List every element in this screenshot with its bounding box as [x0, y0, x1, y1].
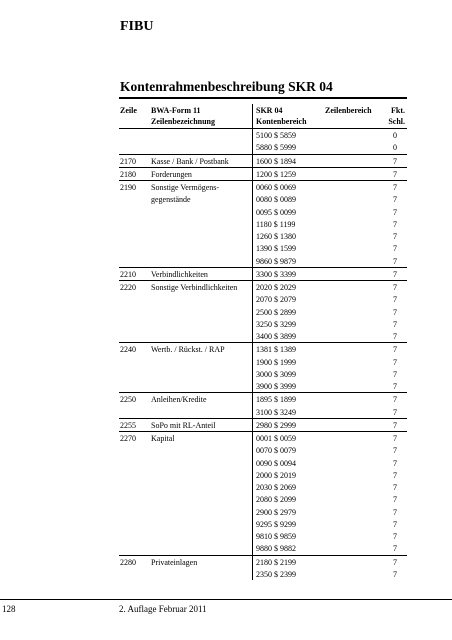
row-kontenbereich: 2180 $ 2199 [256, 557, 296, 567]
row-bezeichnung: gegenstände [151, 195, 191, 205]
row-kontenbereich: 0060 $ 0069 [256, 183, 296, 192]
section-rule [119, 97, 407, 99]
row-kontenbereich: 3900 $ 3999 [256, 382, 296, 391]
row-kontenbereich: 0090 $ 0094 [256, 458, 296, 468]
table-row [119, 280, 407, 293]
table-row [119, 306, 407, 318]
row-kontenbereich: 5100 $ 5859 [256, 131, 296, 140]
row-kontenbereich: 0080 $ 0089 [256, 195, 296, 205]
header-fkt: Fkt. [391, 106, 405, 115]
row-bezeichnung: Kasse / Bank / Postbank [151, 156, 229, 166]
row-schluessel: 7 [393, 407, 397, 417]
row-schluessel: 7 [393, 507, 397, 517]
table-row [119, 481, 407, 493]
table-row [119, 392, 407, 405]
row-kontenbereich: 3400 $ 3899 [256, 332, 296, 341]
table-row [119, 506, 407, 518]
row-schluessel: 7 [393, 295, 397, 305]
row-schluessel: 7 [393, 532, 397, 541]
table-row [119, 206, 407, 218]
row-kontenbereich: 1390 $ 1599 [256, 244, 296, 254]
header-kontenbereich: Kontenbereich [256, 117, 307, 126]
row-schluessel: 7 [393, 369, 397, 379]
header-zeilenbereich: Zeilenbereich [325, 106, 372, 115]
row-kontenbereich: 9880 $ 9882 [256, 544, 296, 554]
table-row [119, 457, 407, 469]
row-schluessel: 7 [393, 169, 397, 179]
row-zeile: 2280 [120, 557, 136, 567]
row-zeile: 2240 [120, 345, 136, 355]
row-schluessel: 7 [393, 307, 397, 317]
table-row [119, 444, 407, 456]
row-kontenbereich: 3100 $ 3249 [256, 407, 296, 417]
row-schluessel: 0 [393, 131, 397, 140]
table-row [119, 129, 407, 141]
row-kontenbereich: 2030 $ 2069 [256, 483, 296, 492]
table-row [119, 356, 407, 368]
row-schluessel: 0 [393, 143, 397, 153]
table-row [119, 555, 407, 568]
table-row [119, 530, 407, 542]
row-kontenbereich: 3000 $ 3099 [256, 369, 296, 379]
row-kontenbereich: 9810 $ 9859 [256, 532, 296, 541]
row-schluessel: 7 [393, 557, 397, 567]
row-kontenbereich: 1180 $ 1199 [256, 219, 296, 229]
row-bezeichnung: SoPo mit RL-Anteil [151, 420, 216, 430]
row-schluessel: 7 [393, 256, 397, 266]
row-kontenbereich: 2980 $ 2999 [256, 420, 296, 430]
row-kontenbereich: 0095 $ 0099 [256, 207, 296, 217]
row-bezeichnung: Sonstige Verbindlichkeiten [151, 283, 238, 292]
row-kontenbereich: 0070 $ 0079 [256, 446, 296, 456]
row-schluessel: 7 [393, 420, 397, 430]
row-kontenbereich: 3300 $ 3399 [256, 269, 296, 279]
row-schluessel: 7 [393, 544, 397, 554]
row-kontenbereich: 1260 $ 1380 [256, 232, 296, 241]
row-kontenbereich: 2500 $ 2899 [256, 307, 296, 317]
table-row [119, 242, 407, 254]
row-kontenbereich: 2900 $ 2979 [256, 507, 296, 517]
row-kontenbereich: 2000 $ 2019 [256, 470, 296, 480]
table-header [119, 104, 407, 129]
table-row [119, 342, 407, 355]
table-row [119, 368, 407, 380]
row-kontenbereich: 9860 $ 9879 [256, 256, 296, 266]
row-zeile: 2190 [120, 183, 136, 192]
account-table [119, 104, 407, 580]
table-row [119, 293, 407, 305]
row-schluessel: 7 [393, 395, 397, 405]
table-row [119, 406, 407, 418]
row-schluessel: 7 [393, 269, 397, 279]
table-row [119, 380, 407, 392]
table-row [119, 330, 407, 342]
row-zeile: 2220 [120, 283, 136, 292]
row-schluessel: 7 [393, 483, 397, 492]
header-zeile: Zeile [120, 106, 137, 115]
row-zeile: 2180 [120, 169, 136, 179]
table-row [119, 431, 407, 444]
table-row [119, 318, 407, 330]
row-schluessel: 7 [393, 219, 397, 229]
row-schluessel: 7 [393, 357, 397, 367]
table-row [119, 180, 407, 193]
table-row [119, 218, 407, 230]
row-schluessel: 7 [393, 569, 397, 579]
table-row [119, 568, 407, 580]
row-kontenbereich: 1900 $ 1999 [256, 357, 296, 367]
table-row [119, 193, 407, 205]
row-zeile: 2255 [120, 420, 136, 430]
row-kontenbereich: 1895 $ 1899 [256, 395, 296, 405]
footer-rule [0, 599, 452, 600]
header-schl: Schl. [388, 117, 405, 126]
table-row [119, 267, 407, 280]
section-title: Kontenrahmenbeschreibung SKR 04 [120, 79, 333, 94]
row-schluessel: 7 [393, 470, 397, 480]
table-row [119, 469, 407, 481]
row-kontenbereich: 5880 $ 5999 [256, 143, 296, 153]
row-schluessel: 7 [393, 345, 397, 355]
table-row [119, 230, 407, 242]
row-schluessel: 7 [393, 183, 397, 192]
row-zeile: 2250 [120, 395, 136, 405]
row-bezeichnung: Anleihen/Kredite [151, 395, 207, 405]
header-skr: SKR 04 [256, 106, 283, 115]
table-row [119, 154, 407, 167]
row-zeile: 2170 [120, 156, 136, 166]
table-row [119, 518, 407, 530]
row-kontenbereich: 2070 $ 2079 [256, 295, 296, 305]
row-schluessel: 7 [393, 283, 397, 292]
row-kontenbereich: 2350 $ 2399 [256, 569, 296, 579]
row-kontenbereich: 1381 $ 1389 [256, 345, 296, 355]
row-schluessel: 7 [393, 244, 397, 254]
table-row [119, 167, 407, 180]
header-bwa-form: BWA-Form 11 [151, 106, 201, 115]
row-bezeichnung: Sonstige Vermögens- [151, 183, 220, 192]
row-schluessel: 7 [393, 332, 397, 341]
header-title: FIBU [120, 19, 154, 34]
table-row [119, 255, 407, 267]
row-schluessel: 7 [393, 319, 397, 329]
row-kontenbereich: 1200 $ 1259 [256, 169, 296, 179]
row-bezeichnung: Wertb. / Rückst. / RAP [151, 345, 225, 355]
row-kontenbereich: 2020 $ 2029 [256, 283, 296, 292]
row-kontenbereich: 2080 $ 2099 [256, 495, 296, 505]
row-schluessel: 7 [393, 434, 397, 443]
row-schluessel: 7 [393, 446, 397, 456]
table-body [119, 129, 407, 580]
row-schluessel: 7 [393, 232, 397, 241]
row-schluessel: 7 [393, 156, 397, 166]
table-row [119, 493, 407, 505]
table-row [119, 542, 407, 554]
row-kontenbereich: 1600 $ 1894 [256, 156, 296, 166]
row-zeile: 2210 [120, 269, 136, 279]
row-zeile: 2270 [120, 434, 136, 443]
row-schluessel: 7 [393, 195, 397, 205]
row-bezeichnung: Forderungen [151, 169, 192, 179]
row-kontenbereich: 9295 $ 9299 [256, 519, 296, 529]
table-row [119, 141, 407, 153]
row-schluessel: 7 [393, 207, 397, 217]
row-bezeichnung: Verbindlichkeiten [151, 269, 208, 279]
edition-note: 2. Auflage Februar 2011 [119, 604, 207, 614]
row-schluessel: 7 [393, 458, 397, 468]
row-kontenbereich: 3250 $ 3299 [256, 319, 296, 329]
header-zeilenbezeichnung: Zeilenbezeichnung [151, 117, 216, 126]
row-kontenbereich: 0001 $ 0059 [256, 434, 296, 443]
row-schluessel: 7 [393, 519, 397, 529]
page-number: 128 [2, 604, 16, 614]
row-bezeichnung: Privateinlagen [151, 557, 198, 567]
row-bezeichnung: Kapital [151, 434, 175, 443]
row-schluessel: 7 [393, 495, 397, 505]
row-schluessel: 7 [393, 382, 397, 391]
table-row [119, 418, 407, 431]
